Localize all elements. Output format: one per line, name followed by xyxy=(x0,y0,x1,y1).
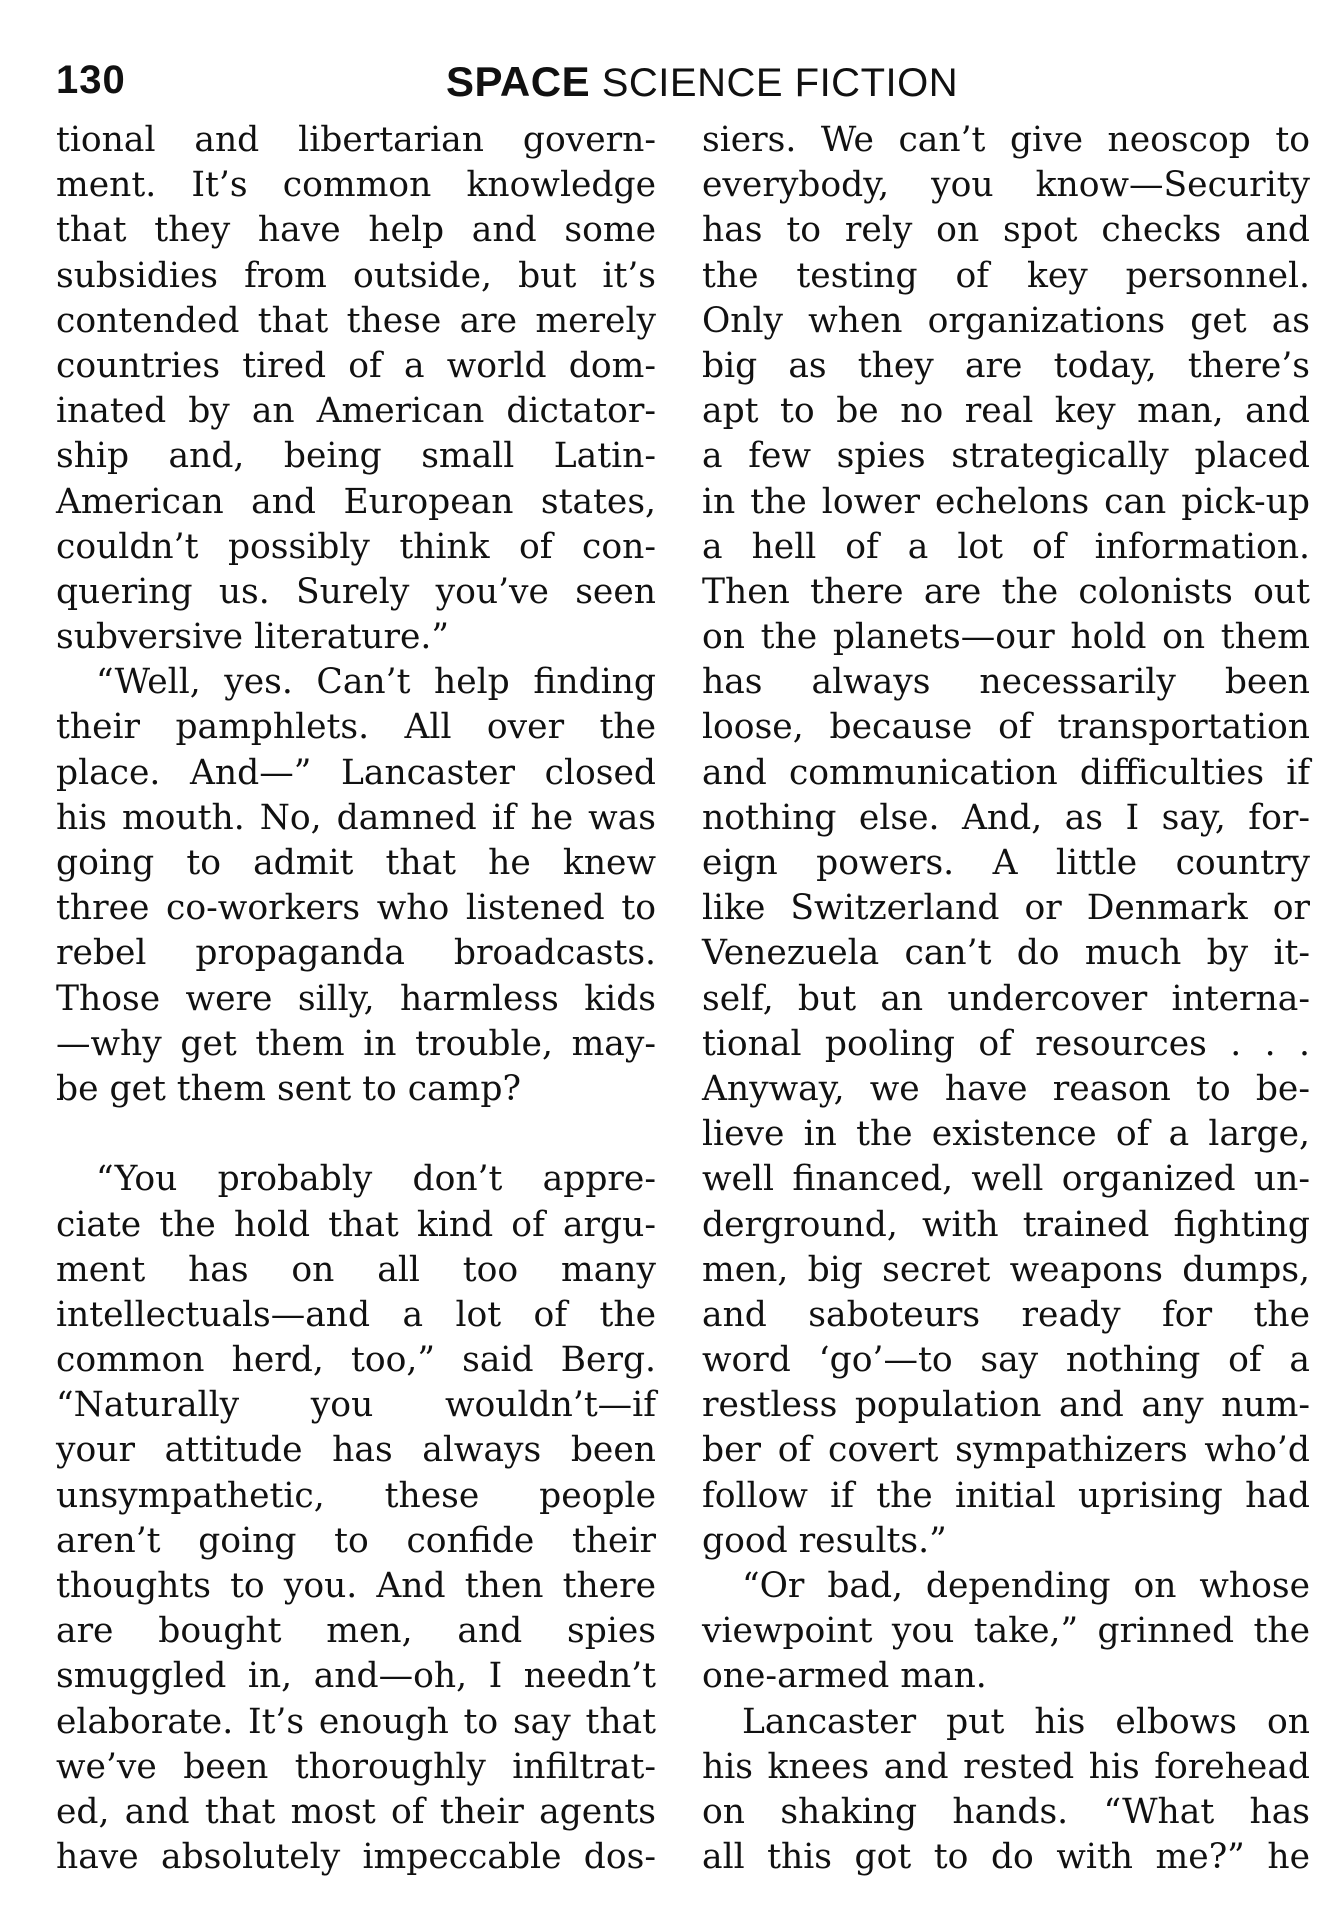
text-line: and communication difficulties if xyxy=(702,752,1310,793)
text-line: like Switzerland or Denmark or xyxy=(702,888,1310,929)
running-title-rest: SCIENCE FICTION xyxy=(590,61,959,105)
text-line: couldn’t possibly think of con- xyxy=(56,526,656,567)
text-line: unsympathetic, these people xyxy=(56,1475,656,1516)
text-line: ber of covert sympathizers who’d xyxy=(702,1430,1310,1471)
text-line: inated by an American dictator- xyxy=(56,391,656,432)
text-line: his mouth. No, damned if he was xyxy=(56,797,656,838)
text-line: derground, with trained fighting xyxy=(702,1204,1310,1245)
text-line: follow if the initial uprising had xyxy=(702,1475,1310,1516)
running-title xyxy=(446,58,958,106)
text-line: a few spies strategically placed xyxy=(702,436,1310,477)
text-line: lieve in the existence of a large, xyxy=(702,1114,1310,1155)
text-line: rebel propaganda broadcasts. xyxy=(56,933,656,974)
text-line: and saboteurs ready for the xyxy=(702,1294,1310,1335)
text-line: intellectuals—and a lot of the xyxy=(56,1294,656,1335)
text-line: tional pooling of resources . . . xyxy=(702,1023,1310,1064)
text-line: place. And—” Lancaster closed xyxy=(56,752,656,793)
text-line: everybody, you know—Security xyxy=(702,165,1310,206)
text-line: well financed, well organized un- xyxy=(702,1159,1310,1200)
text-line: “Well, yes. Can’t help finding xyxy=(96,662,656,703)
text-line: countries tired of a world dom- xyxy=(56,345,656,386)
text-line: viewpoint you take,” grinned the xyxy=(702,1611,1310,1652)
text-line: your attitude has always been xyxy=(56,1430,656,1471)
text-line: has always necessarily been xyxy=(702,662,1310,703)
text-line: Venezuela can’t do much by it- xyxy=(702,933,1310,974)
text-line: good results.” xyxy=(702,1520,947,1561)
text-line: a hell of a lot of information. xyxy=(702,526,1310,567)
text-line: we’ve been thoroughly infiltrat- xyxy=(56,1746,656,1787)
text-line: that they have help and some xyxy=(56,210,656,251)
text-line: apt to be no real key man, and xyxy=(702,391,1310,432)
text-line: “Or bad, depending on whose xyxy=(742,1566,1310,1606)
paragraph-break xyxy=(56,1112,656,1157)
text-line: American and European states, xyxy=(56,481,656,522)
text-line: ciate the hold that kind of argu- xyxy=(56,1204,656,1245)
page-header xyxy=(56,58,1316,106)
text-line: on shaking hands. “What has xyxy=(702,1791,1310,1832)
text-line: eign powers. A little country xyxy=(702,843,1310,883)
text-line: tional and libertarian govern- xyxy=(56,120,656,160)
text-line: elaborate. It’s enough to say that xyxy=(56,1701,656,1742)
text-line: are bought men, and spies xyxy=(56,1611,656,1652)
text-line: siers. We can’t give neoscop to xyxy=(702,120,1310,160)
text-line: ship and, being small Latin- xyxy=(56,436,656,477)
text-line: Anyway, we have reason to be- xyxy=(702,1068,1310,1109)
text-line: ed, and that most of their agents xyxy=(56,1791,656,1832)
text-line: men, big secret weapons dumps, xyxy=(702,1249,1310,1290)
text-line: three co-workers who listened to xyxy=(56,888,656,929)
right-text-column xyxy=(702,118,1310,1880)
text-line: ment. It’s common knowledge xyxy=(56,165,656,206)
text-line: thoughts to you. And then there xyxy=(56,1566,656,1606)
text-line: smuggled in, and—oh, I needn’t xyxy=(56,1656,656,1697)
page-number: 130 xyxy=(56,58,126,102)
text-line: common herd, too,” said Berg. xyxy=(56,1340,656,1381)
text-line: ment has on all too many xyxy=(56,1249,656,1290)
text-line: aren’t going to confide their xyxy=(56,1520,656,1561)
text-line: has to rely on spot checks and xyxy=(702,210,1310,251)
text-line: going to admit that he knew xyxy=(56,843,656,883)
text-line: Then there are the colonists out xyxy=(702,571,1310,612)
text-line: be get them sent to camp? xyxy=(56,1068,521,1109)
text-line: Those were silly, harmless kids xyxy=(56,978,656,1019)
text-line: his knees and rested his forehead xyxy=(702,1746,1310,1787)
text-line: self, but an undercover interna- xyxy=(702,978,1310,1019)
text-line: contended that these are merely xyxy=(56,300,656,341)
text-line: subsidies from outside, but it’s xyxy=(56,255,656,296)
text-line: on the planets—our hold on them xyxy=(702,617,1310,658)
text-line: quering us. Surely you’ve seen xyxy=(56,571,656,612)
text-line: all this got to do with me?” he xyxy=(702,1837,1310,1878)
text-line: Lancaster put his elbows on xyxy=(742,1701,1310,1742)
text-line: subversive literature.” xyxy=(56,617,450,658)
text-line: the testing of key personnel. xyxy=(702,255,1310,296)
text-line: “Naturally you wouldn’t—if xyxy=(56,1385,656,1426)
text-line: one-armed man. xyxy=(702,1656,987,1697)
left-text-column xyxy=(56,118,656,1880)
text-line: word ‘go’—to say nothing of a xyxy=(702,1340,1310,1381)
text-line: big as they are today, there’s xyxy=(702,345,1310,386)
text-line: “You probably don’t appre- xyxy=(96,1159,656,1200)
text-line: in the lower echelons can pick-up xyxy=(702,481,1310,522)
text-line: nothing else. And, as I say, for- xyxy=(702,797,1310,838)
text-line: their pamphlets. All over the xyxy=(56,707,656,748)
text-line: loose, because of transportation xyxy=(702,707,1310,748)
text-line: restless population and any num- xyxy=(702,1385,1310,1426)
text-line: Only when organizations get as xyxy=(702,300,1310,341)
text-line: —why get them in trouble, may- xyxy=(56,1023,656,1064)
running-title-bold: SPACE xyxy=(446,58,591,105)
text-line: have absolutely impeccable dos- xyxy=(56,1837,656,1878)
